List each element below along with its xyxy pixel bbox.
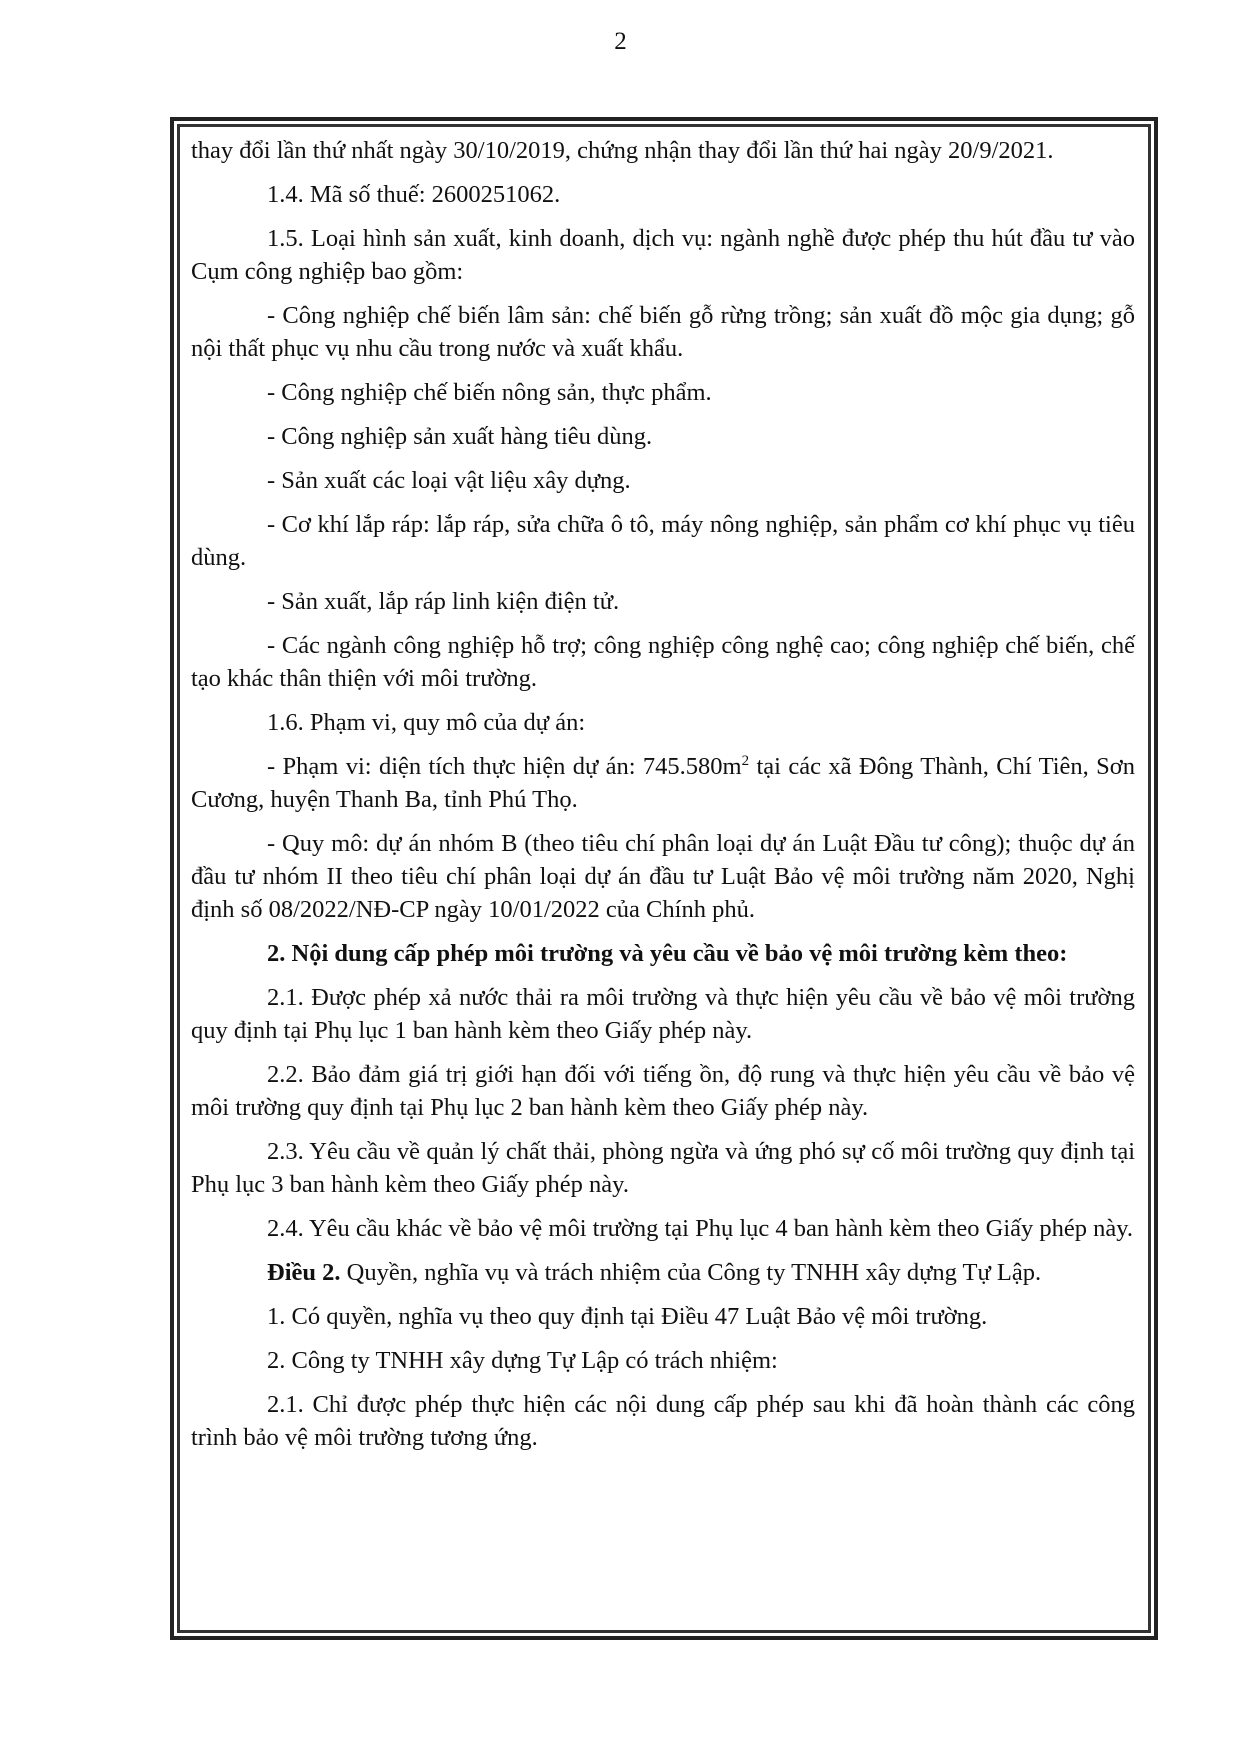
document-body — [191, 134, 1135, 1465]
list-item-support-industries: - Các ngành công nghiệp hỗ trợ; công nghiệp công nghệ cao; công nghiệp chế biến, chế tạo khác thân thiện với môi trường. — [191, 632, 1135, 692]
article-2-heading — [191, 1256, 1135, 1289]
paragraph-scale: - Quy mô: dự án nhóm B (theo tiêu chí phân loại dự án Luật Đầu tư công); thuộc dự án đầu tư nhóm II theo tiêu chí phân loại dự án đầu tư Luật Bảo vệ môi trường năm 2020, Nghị định số 08/2022/NĐ-CP ngày 10/01/2022 của Chính phủ. — [191, 830, 1135, 923]
article-label: Điều 2. — [267, 1259, 341, 1286]
list-item-electronics: - Sản xuất, lắp ráp linh kiện điện tử. — [267, 588, 620, 615]
page-number: 2 — [614, 28, 627, 55]
paragraph-scope-heading: 1.6. Phạm vi, quy mô của dự án: — [267, 709, 586, 736]
paragraph-2-4: 2.4. Yêu cầu khác về bảo vệ môi trường tại Phụ lục 4 ban hành kèm theo Giấy phép này. — [267, 1215, 1134, 1242]
paragraph-continuation: thay đổi lần thứ nhất ngày 30/10/2019, chứng nhận thay đổi lần thứ hai ngày 20/9/2021. — [191, 137, 1054, 164]
superscript: 2 — [741, 752, 750, 769]
list-item-construction-materials: - Sản xuất các loại vật liệu xây dựng. — [267, 467, 631, 494]
article-title: Quyền, nghĩa vụ và trách nhiệm của Công ty TNHH xây dựng Tự Lập. — [340, 1259, 1042, 1286]
section-heading-permit-content: 2. Nội dung cấp phép môi trường và yêu cầu về bảo vệ môi trường kèm theo: — [267, 940, 1068, 967]
paragraph-scope — [191, 750, 1135, 816]
paragraph-2-2: 2.2. Bảo đảm giá trị giới hạn đối với tiếng ồn, độ rung và thực hiện yêu cầu về bảo vệ môi trường quy định tại Phụ lục 2 ban hành kèm theo Giấy phép này. — [191, 1061, 1135, 1121]
paragraph-tax-code: 1.4. Mã số thuế: 2600251062. — [267, 181, 561, 208]
paragraph-business-type: 1.5. Loại hình sản xuất, kinh doanh, dịch vụ: ngành nghề được phép thu hút đầu tư vào Cụm công nghiệp bao gồm: — [191, 225, 1135, 285]
document-frame — [170, 117, 1158, 1640]
paragraph-2-1: 2.1. Được phép xả nước thải ra môi trường và thực hiện yêu cầu về bảo vệ môi trường quy định tại Phụ lục 1 ban hành kèm theo Giấy phép này. — [191, 984, 1135, 1044]
list-item-consumer-goods: - Công nghiệp sản xuất hàng tiêu dùng. — [267, 423, 653, 450]
scope-text-after: tại các xã Đông Thành, Chí Tiên, Sơn Cương, huyện Thanh Ba, tỉnh Phú Thọ. — [191, 753, 1135, 813]
paragraph-2-3: 2.3. Yêu cầu về quản lý chất thải, phòng ngừa và ứng phó sự cố môi trường quy định tại Phụ lục 3 ban hành kèm theo Giấy phép này. — [191, 1138, 1135, 1198]
paragraph-responsibilities: 2. Công ty TNHH xây dựng Tự Lập có trách nhiệm: — [267, 1347, 778, 1374]
list-item-agriculture: - Công nghiệp chế biến nông sản, thực phẩm. — [267, 379, 712, 406]
list-item-mechanical: - Cơ khí lắp ráp: lắp ráp, sửa chữa ô tô, máy nông nghiệp, sản phẩm cơ khí phục vụ tiêu dùng. — [191, 511, 1135, 571]
paragraph-rights: 1. Có quyền, nghĩa vụ theo quy định tại Điều 47 Luật Bảo vệ môi trường. — [267, 1303, 988, 1330]
scope-text-before: - Phạm vi: diện tích thực hiện dự án: 745.580m — [267, 753, 742, 780]
paragraph-responsibility-2-1: 2.1. Chỉ được phép thực hiện các nội dung cấp phép sau khi đã hoàn thành các công trình bảo vệ môi trường tương ứng. — [191, 1391, 1135, 1451]
list-item-forestry: - Công nghiệp chế biến lâm sản: chế biến gỗ rừng trồng; sản xuất đồ mộc gia dụng; gỗ nội thất phục vụ nhu cầu trong nước và xuất khẩu. — [191, 302, 1135, 362]
